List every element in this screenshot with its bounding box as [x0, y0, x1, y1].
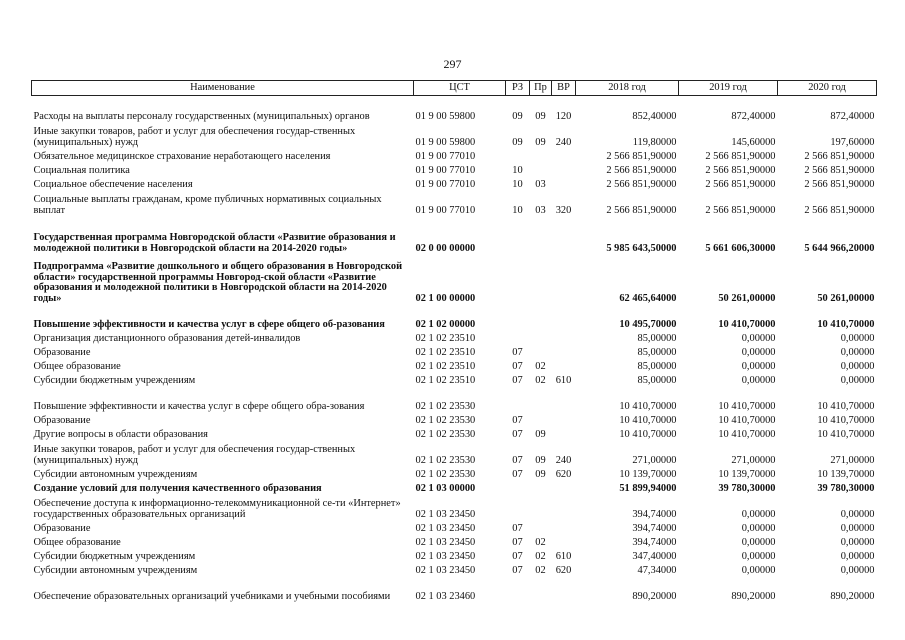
row-pr [530, 520, 552, 534]
row-2018: 2 566 851,90000 [606, 150, 677, 162]
row-2019: 0,00000 [741, 360, 776, 372]
row-vr: 610 [555, 550, 572, 562]
row-2018: 10 410,70000 [619, 414, 677, 426]
page-number: 297 [443, 57, 462, 71]
row-2020: 0,00000 [840, 346, 875, 358]
row-vr [552, 534, 576, 548]
row-vr [552, 386, 576, 412]
table-row [32, 548, 877, 562]
row-cst: 02 1 03 23450 [415, 550, 476, 562]
table-body [32, 96, 877, 603]
table-row [32, 520, 877, 534]
row-rz: 07 [512, 346, 523, 358]
row-cst: 02 0 00 00000 [415, 242, 476, 254]
row-pr [530, 494, 552, 520]
row-name: Создание условий для получения качественного образования [33, 482, 322, 494]
row-2020: 10 139,70000 [817, 468, 875, 480]
row-name: Социальная политика [33, 164, 130, 176]
row-2020: 10 410,70000 [817, 318, 875, 330]
row-cst: 02 1 00 00000 [415, 292, 476, 304]
row-2019: 0,00000 [741, 522, 776, 534]
row-2020: 197,60000 [830, 136, 875, 148]
row-cst: 02 1 03 23450 [415, 564, 476, 576]
row-pr [530, 330, 552, 344]
table-header-row [32, 81, 877, 96]
row-2020: 0,00000 [840, 522, 875, 534]
row-pr [530, 480, 552, 494]
row-cst: 02 1 02 23530 [415, 414, 476, 426]
row-2019: 271,00000 [731, 454, 776, 466]
header-2020: 2020 год [778, 81, 877, 96]
row-2020: 2 566 851,90000 [804, 204, 875, 216]
row-pr [530, 162, 552, 176]
row-2018: 5 985 643,50000 [606, 242, 677, 254]
row-2020: 872,40000 [830, 110, 875, 122]
row-2019: 10 410,70000 [718, 318, 776, 330]
row-rz: 07 [512, 564, 523, 576]
row-2018: 119,80000 [632, 136, 677, 148]
table-row [32, 358, 877, 372]
row-vr [552, 162, 576, 176]
row-name: Повышение эффективности и качества услуг в сфере общего обра-зования [33, 400, 365, 412]
row-cst: 02 1 03 00000 [415, 482, 476, 494]
row-2020: 10 410,70000 [817, 414, 875, 426]
row-2020: 0,00000 [840, 536, 875, 548]
header-name: Наименование [32, 81, 414, 96]
row-pr: 03 [535, 178, 546, 190]
row-rz [506, 576, 530, 602]
row-name: Образование [33, 346, 91, 358]
row-pr: 02 [535, 536, 546, 548]
row-2018: 890,20000 [632, 590, 677, 602]
row-rz: 07 [512, 454, 523, 466]
row-pr: 09 [535, 110, 546, 122]
row-name: Обеспечение доступа к информационно-телекоммуникационной се-ти «Интернет» государственных образовательных организаций [33, 498, 401, 520]
table-row [32, 176, 877, 190]
row-name: Повышение эффективности и качества услуг в сфере общего об-разования [33, 318, 385, 330]
header-2018: 2018 год [576, 81, 679, 96]
row-2019: 10 410,70000 [718, 414, 776, 426]
row-pr [530, 386, 552, 412]
row-2020: 0,00000 [840, 374, 875, 386]
row-vr [552, 148, 576, 162]
row-cst: 01 9 00 59800 [415, 110, 476, 122]
row-2018: 10 410,70000 [619, 400, 677, 412]
row-vr: 240 [555, 454, 572, 466]
row-vr [552, 216, 576, 254]
row-name: Субсидии автономным учреждениям [33, 564, 198, 576]
row-name: Расходы на выплаты персоналу государственных (муниципальных) органов [33, 110, 370, 122]
table-row [32, 344, 877, 358]
row-rz: 07 [512, 468, 523, 480]
row-rz: 07 [512, 428, 523, 440]
row-vr [552, 344, 576, 358]
row-name: Субсидии бюджетным учреждениям [33, 374, 196, 386]
row-2019: 50 261,00000 [718, 292, 776, 304]
row-name: Образование [33, 414, 91, 426]
table-row [32, 480, 877, 494]
row-name: Государственная программа Новгородской области «Развитие образования и молодежной политики в Новгородской области на 2014-2020 годы» [33, 232, 396, 254]
row-pr [530, 344, 552, 358]
row-2019: 10 139,70000 [718, 468, 776, 480]
row-vr [552, 304, 576, 330]
row-name: Обеспечение образовательных организаций учебниками и учебными пособиями [33, 590, 391, 602]
row-cst: 02 1 02 23510 [415, 360, 476, 372]
row-name: Иные закупки товаров, работ и услуг для обеспечения государ-ственных (муниципальных) нужд [33, 126, 356, 148]
row-2019: 872,40000 [731, 110, 776, 122]
row-2018: 85,00000 [637, 346, 677, 358]
row-2018: 2 566 851,90000 [606, 178, 677, 190]
row-vr [552, 426, 576, 440]
row-2019: 5 661 606,30000 [705, 242, 776, 254]
row-vr [552, 176, 576, 190]
header-pr: Пр [530, 81, 552, 96]
row-rz [506, 480, 530, 494]
row-cst: 02 1 03 23450 [415, 508, 476, 520]
row-2018: 271,00000 [632, 454, 677, 466]
row-2018: 85,00000 [637, 360, 677, 372]
row-rz: 07 [512, 536, 523, 548]
row-name: Социальное обеспечение населения [33, 178, 193, 190]
row-cst: 02 1 02 23530 [415, 468, 476, 480]
row-cst: 02 1 03 23460 [415, 590, 476, 602]
row-2020: 2 566 851,90000 [804, 150, 875, 162]
row-rz [506, 254, 530, 304]
row-name: Обязательное медицинское страхование неработающего населения [33, 150, 331, 162]
table-row [32, 494, 877, 520]
row-rz: 07 [512, 360, 523, 372]
row-rz [506, 330, 530, 344]
row-2020: 0,00000 [840, 550, 875, 562]
row-vr [552, 412, 576, 426]
row-pr: 09 [535, 454, 546, 466]
row-2019: 2 566 851,90000 [705, 204, 776, 216]
row-name: Организация дистанционного образования детей-инвалидов [33, 332, 301, 344]
row-2019: 10 410,70000 [718, 428, 776, 440]
row-rz: 07 [512, 374, 523, 386]
row-2020: 0,00000 [840, 360, 875, 372]
row-rz: 09 [512, 136, 523, 148]
table-row [32, 96, 877, 123]
row-cst: 01 9 00 77010 [415, 178, 476, 190]
row-2018: 85,00000 [637, 374, 677, 386]
row-vr: 620 [555, 564, 572, 576]
row-pr [530, 412, 552, 426]
row-2018: 2 566 851,90000 [606, 204, 677, 216]
row-pr: 09 [535, 428, 546, 440]
row-rz: 10 [512, 204, 523, 216]
row-vr: 320 [555, 204, 572, 216]
row-2018: 85,00000 [637, 332, 677, 344]
row-cst: 01 9 00 77010 [415, 150, 476, 162]
row-2020: 271,00000 [830, 454, 875, 466]
row-vr: 610 [555, 374, 572, 386]
header-rz: РЗ [506, 81, 530, 96]
row-name: Субсидии бюджетным учреждениям [33, 550, 196, 562]
row-cst: 02 1 02 23510 [415, 332, 476, 344]
row-name: Субсидии автономным учреждениям [33, 468, 198, 480]
table-row [32, 534, 877, 548]
row-name: Другие вопросы в области образования [33, 428, 208, 440]
row-name: Иные закупки товаров, работ и услуг для обеспечения государ-ственных (муниципальных) нужд [33, 444, 356, 466]
row-pr [530, 216, 552, 254]
row-2018: 47,34000 [637, 564, 677, 576]
row-2019: 0,00000 [741, 508, 776, 520]
row-rz [506, 148, 530, 162]
table-row [32, 330, 877, 344]
row-vr [552, 520, 576, 534]
table-row [32, 426, 877, 440]
row-rz: 07 [512, 522, 523, 534]
row-2018: 62 465,64000 [619, 292, 677, 304]
row-vr [552, 494, 576, 520]
row-name: Подпрограмма «Развитие дошкольного и общего образования в Новгородской области» государственной программы Новгород-ской области «Развитие образования и молодежной политики в Новгородской области на 2014-2020 годы» [33, 261, 403, 304]
row-name: Общее образование [33, 360, 121, 372]
row-cst: 02 1 03 23450 [415, 536, 476, 548]
row-vr [552, 576, 576, 602]
row-cst: 01 9 00 77010 [415, 204, 476, 216]
row-rz [506, 494, 530, 520]
table-row [32, 372, 877, 386]
row-2019: 0,00000 [741, 564, 776, 576]
row-rz [506, 216, 530, 254]
row-2018: 10 139,70000 [619, 468, 677, 480]
row-2018: 10 410,70000 [619, 428, 677, 440]
table-row [32, 148, 877, 162]
budget-table [31, 80, 877, 602]
row-2018: 51 899,94000 [619, 482, 677, 494]
row-rz: 09 [512, 110, 523, 122]
row-2019: 0,00000 [741, 536, 776, 548]
row-2020: 2 566 851,90000 [804, 178, 875, 190]
row-cst: 01 9 00 77010 [415, 164, 476, 176]
row-2019: 0,00000 [741, 346, 776, 358]
table-row [32, 576, 877, 602]
row-name: Социальные выплаты гражданам, кроме публичных нормативных социальных выплат [33, 194, 382, 216]
row-pr: 03 [535, 204, 546, 216]
row-pr: 02 [535, 564, 546, 576]
row-2019: 2 566 851,90000 [705, 150, 776, 162]
table-row [32, 254, 877, 304]
row-2020: 5 644 966,20000 [804, 242, 875, 254]
row-cst: 02 1 02 00000 [415, 318, 476, 330]
row-pr [530, 148, 552, 162]
table-row [32, 466, 877, 480]
table-row [32, 122, 877, 148]
row-rz [506, 304, 530, 330]
row-vr: 120 [555, 110, 572, 122]
row-vr [552, 358, 576, 372]
row-2018: 347,40000 [632, 550, 677, 562]
row-rz: 10 [512, 164, 523, 176]
row-2019: 2 566 851,90000 [705, 178, 776, 190]
row-cst: 02 1 03 23450 [415, 522, 476, 534]
row-rz [506, 386, 530, 412]
table-row [32, 386, 877, 412]
row-2020: 39 780,30000 [817, 482, 875, 494]
row-2020: 2 566 851,90000 [804, 164, 875, 176]
row-pr: 02 [535, 374, 546, 386]
row-rz: 07 [512, 550, 523, 562]
row-2019: 890,20000 [731, 590, 776, 602]
row-2018: 394,74000 [632, 522, 677, 534]
table-row [32, 562, 877, 576]
header-2019: 2019 год [679, 81, 778, 96]
row-2018: 10 495,70000 [619, 318, 677, 330]
row-2018: 2 566 851,90000 [606, 164, 677, 176]
row-cst: 01 9 00 59800 [415, 136, 476, 148]
row-2018: 394,74000 [632, 536, 677, 548]
table-row [32, 216, 877, 254]
row-2020: 0,00000 [840, 332, 875, 344]
row-cst: 02 1 02 23530 [415, 454, 476, 466]
row-pr: 09 [535, 468, 546, 480]
row-vr: 240 [555, 136, 572, 148]
row-2019: 39 780,30000 [718, 482, 776, 494]
row-2019: 0,00000 [741, 374, 776, 386]
row-2019: 145,60000 [731, 136, 776, 148]
row-cst: 02 1 02 23530 [415, 400, 476, 412]
row-vr: 620 [555, 468, 572, 480]
row-2019: 10 410,70000 [718, 400, 776, 412]
header-vr: ВР [552, 81, 576, 96]
row-2020: 0,00000 [840, 508, 875, 520]
table-row [32, 162, 877, 176]
row-rz: 07 [512, 414, 523, 426]
row-2018: 394,74000 [632, 508, 677, 520]
row-vr [552, 254, 576, 304]
table-row [32, 304, 877, 330]
row-pr [530, 576, 552, 602]
row-2019: 2 566 851,90000 [705, 164, 776, 176]
row-2019: 0,00000 [741, 332, 776, 344]
row-name: Образование [33, 522, 91, 534]
row-2018: 852,40000 [632, 110, 677, 122]
row-2020: 10 410,70000 [817, 428, 875, 440]
row-cst: 02 1 02 23510 [415, 346, 476, 358]
table-row [32, 412, 877, 426]
row-2020: 0,00000 [840, 564, 875, 576]
row-vr [552, 480, 576, 494]
row-pr [530, 254, 552, 304]
row-cst: 02 1 02 23530 [415, 428, 476, 440]
row-rz: 10 [512, 178, 523, 190]
row-pr [530, 304, 552, 330]
header-cst: ЦСТ [414, 81, 506, 96]
row-2019: 0,00000 [741, 550, 776, 562]
row-2020: 10 410,70000 [817, 400, 875, 412]
row-2020: 890,20000 [830, 590, 875, 602]
row-name: Общее образование [33, 536, 121, 548]
row-vr [552, 330, 576, 344]
table-row [32, 190, 877, 216]
row-2020: 50 261,00000 [817, 292, 875, 304]
row-pr: 02 [535, 360, 546, 372]
table-row [32, 440, 877, 466]
row-cst: 02 1 02 23510 [415, 374, 476, 386]
row-pr: 09 [535, 136, 546, 148]
row-pr: 02 [535, 550, 546, 562]
